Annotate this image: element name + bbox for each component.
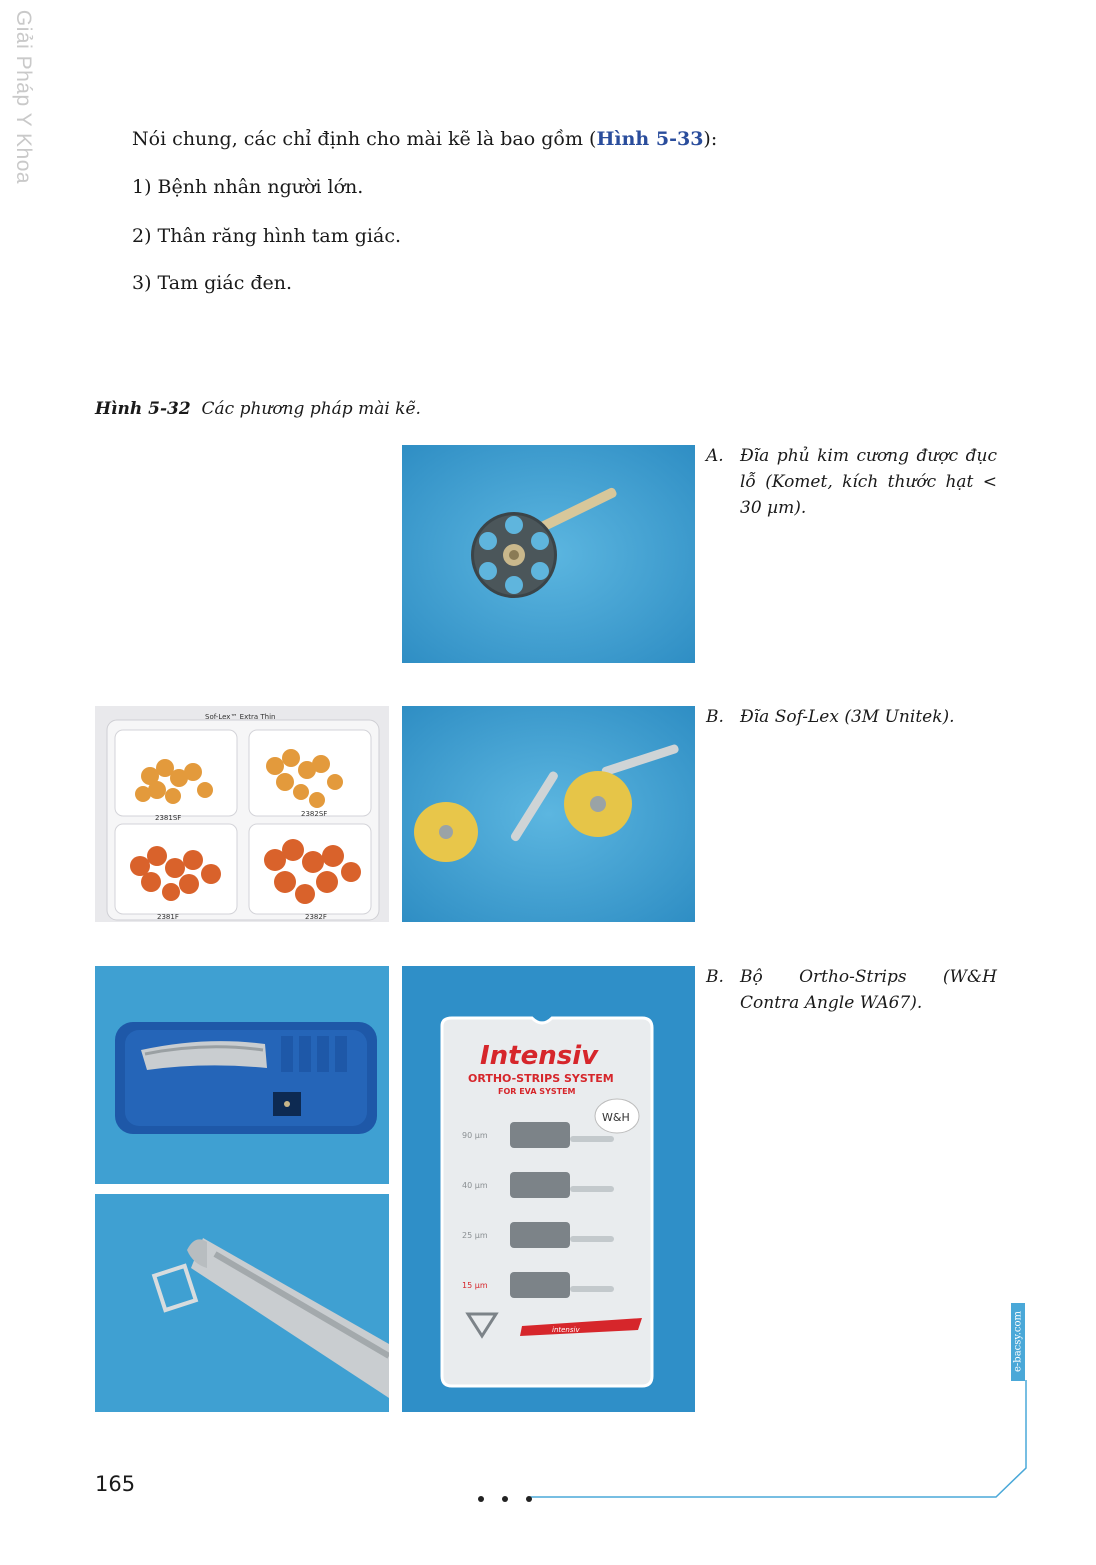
photo-diamond-disc	[402, 445, 695, 663]
side-brand-text: Giải Pháp Y Khoa	[12, 9, 35, 185]
caption-b2-text: Bộ Ortho-Strips (W&H Contra Angle WA67).	[740, 967, 997, 1013]
intensiv-line-1: ORTHO-STRIPS SYSTEM	[468, 1072, 614, 1085]
soflex-label-4: 2382F	[305, 913, 327, 921]
photo-soflex-box	[95, 706, 389, 922]
intensiv-size-2: 40 µm	[462, 1181, 488, 1190]
soflex-label-2: 2382SF	[301, 810, 328, 818]
caption-b1-text: Đĩa Sof-Lex (3M Unitek).	[740, 707, 955, 727]
caption-b1-letter: B.	[706, 707, 724, 727]
intensiv-size-4: 15 µm	[462, 1281, 488, 1290]
intensiv-line-2: FOR EVA SYSTEM	[498, 1087, 576, 1096]
photo-handpiece-case	[95, 966, 389, 1184]
photo-handpiece-closeup	[95, 1194, 389, 1412]
intro-text: Nói chung, các chỉ định cho mài kẽ là bao gồm (	[132, 128, 597, 150]
intensiv-brand: Intensiv	[480, 1041, 599, 1071]
watermark-tag: e-bacsy.com	[1011, 1303, 1025, 1381]
caption-b1	[706, 704, 997, 730]
page-decoration-line	[530, 1380, 1030, 1500]
indication-item-1: 1) Bệnh nhân người lớn.	[132, 176, 364, 198]
photo-soflex-discs	[402, 706, 695, 922]
figure-title: Các phương pháp mài kẽ.	[201, 399, 421, 419]
intensiv-wh-label: W&H	[602, 1111, 630, 1124]
caption-b2-letter: B.	[706, 967, 724, 987]
intensiv-size-3: 25 µm	[462, 1231, 488, 1240]
indication-item-2: 2) Thân răng hình tam giác.	[132, 225, 401, 247]
intensiv-footer: intensiv	[552, 1326, 580, 1334]
soflex-label-3: 2381F	[157, 913, 179, 921]
caption-b2	[706, 964, 997, 1016]
intro-text-end: ):	[703, 128, 718, 150]
page-dots-decoration	[478, 1487, 550, 1506]
page-number: 165	[95, 1472, 136, 1496]
intensiv-size-1: 90 µm	[462, 1131, 488, 1140]
figure-caption	[95, 399, 421, 419]
figure-number: Hình 5-32	[95, 399, 191, 419]
figure-reference-link[interactable]: Hình 5-33	[596, 128, 704, 150]
caption-a-text: Đĩa phủ kim cương được đục lỗ (Komet, kích thước hạt < 30 µm).	[740, 446, 997, 518]
intro-paragraph	[132, 128, 717, 150]
indication-item-3: 3) Tam giác đen.	[132, 272, 293, 294]
photo-intensiv-package	[402, 966, 695, 1412]
soflex-label-1: 2381SF	[155, 814, 182, 822]
caption-a-letter: A.	[706, 446, 724, 466]
soflex-box-title: Sof-Lex™ Extra Thin	[205, 713, 276, 721]
caption-a	[706, 443, 997, 521]
